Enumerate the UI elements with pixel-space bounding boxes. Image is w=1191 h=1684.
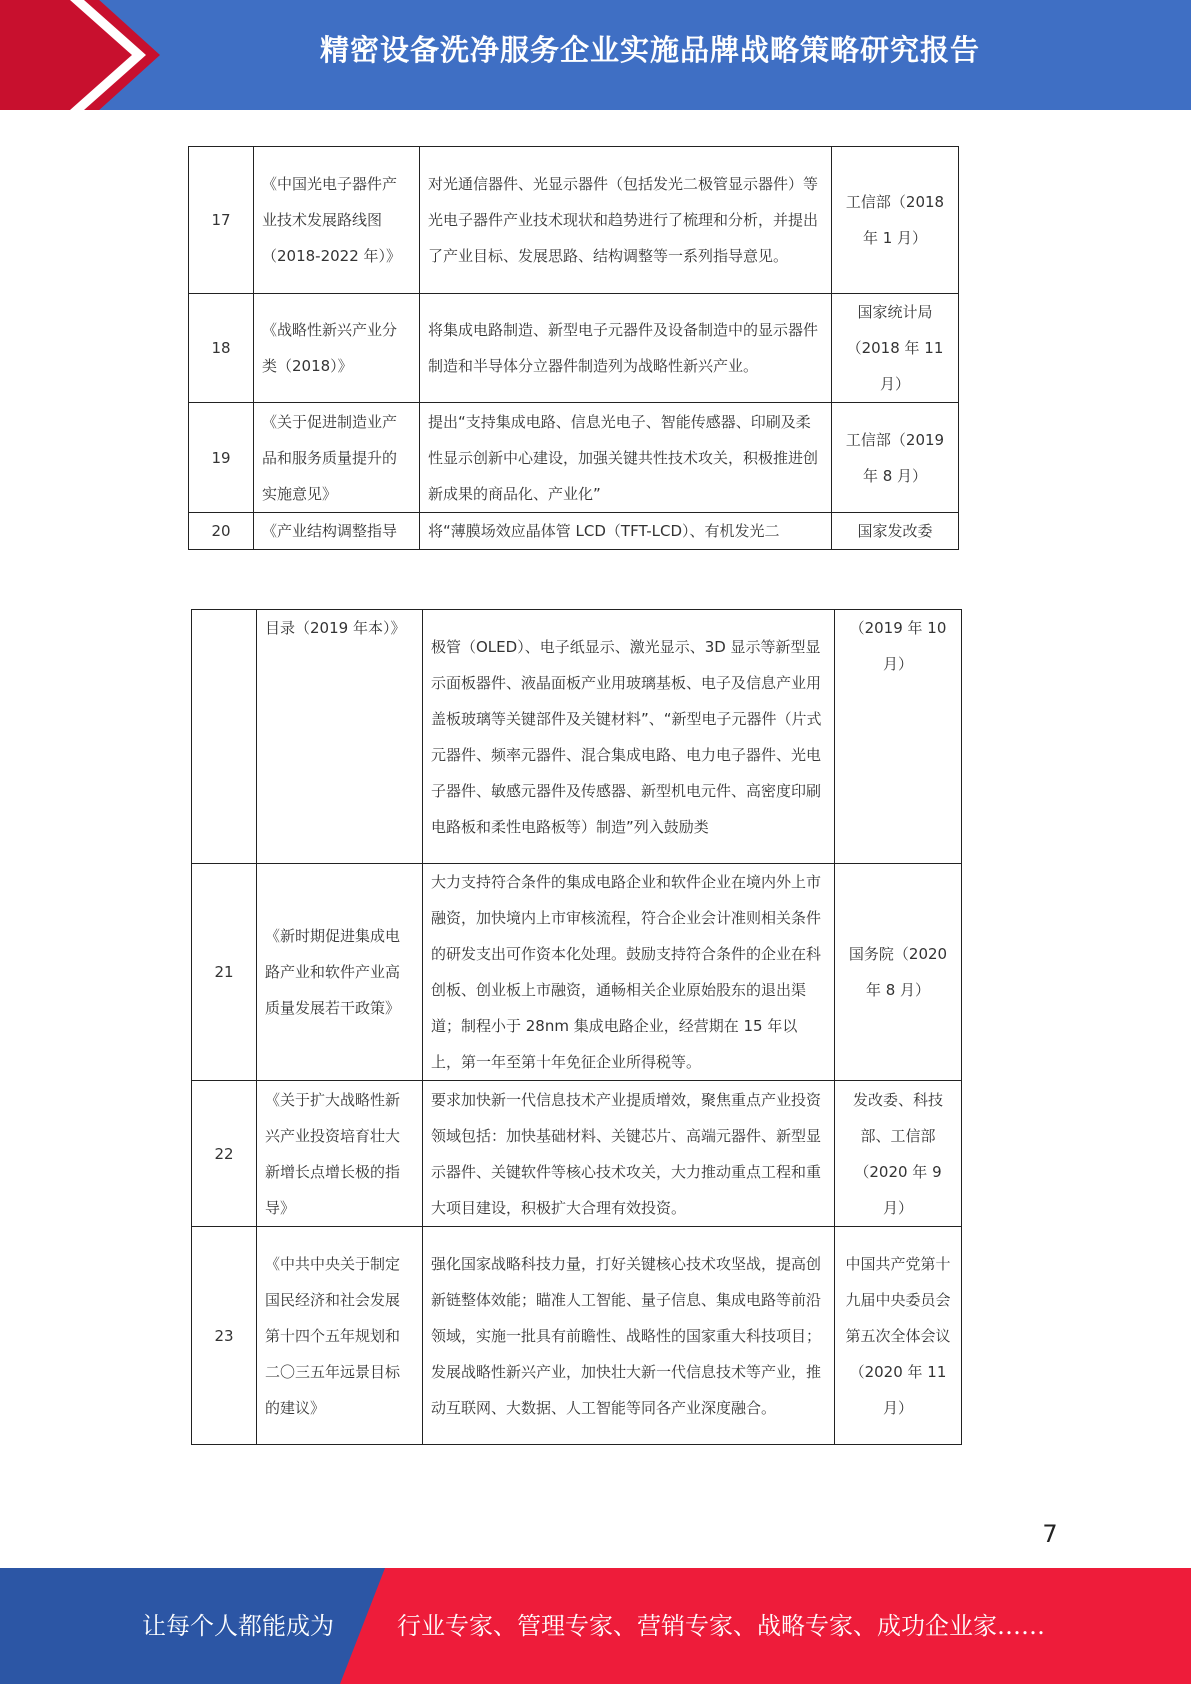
policy-name: 《关于扩大战略性新兴产业投资培育壮大新增长点增长极的指导》 xyxy=(257,1081,423,1227)
footer-slogan-right: 行业专家、管理专家、营销专家、战略专家、成功企业家…… xyxy=(397,1612,1045,1640)
row-number: 21 xyxy=(192,864,257,1081)
policy-table-bottom xyxy=(191,609,962,1445)
issuing-body: （2019 年 10 月） xyxy=(835,610,962,864)
table-row xyxy=(192,1227,962,1445)
issuing-body: 国家统计局（2018 年 11 月） xyxy=(832,294,959,403)
policy-name: 《战略性新兴产业分类（2018）》 xyxy=(254,294,420,403)
policy-name: 《中共中央关于制定国民经济和社会发展第十四个五年规划和二〇三五年远景目标的建议》 xyxy=(257,1227,423,1445)
table-row xyxy=(192,1081,962,1227)
issuing-body: 国务院（2020 年 8 月） xyxy=(835,864,962,1081)
issuing-body: 工信部（2019 年 8 月） xyxy=(832,403,959,513)
issuing-body: 中国共产党第十九届中央委员会第五次全体会议（2020 年 11 月） xyxy=(835,1227,962,1445)
policy-content: 大力支持符合条件的集成电路企业和软件企业在境内外上市融资，加快境内上市审核流程，符合企业会计准则相关条件的研发支出可作资本化处理。鼓励支持符合条件的企业在科创板、创业板上市融资，通畅相关企业原始股东的退出渠道；制程小于 28nm 集成电路企业，经营期在 15 年以上，第一年至第十年免征企业所得税等。 xyxy=(423,864,835,1081)
policy-name: 目录（2019 年本）》 xyxy=(257,610,423,864)
report-title: 精密设备洗净服务企业实施品牌战略策略研究报告 xyxy=(319,33,980,67)
policy-name: 《产业结构调整指导 xyxy=(254,513,420,550)
footer-slogan-left: 让每个人都能成为 xyxy=(142,1612,334,1640)
row-number: 22 xyxy=(192,1081,257,1227)
table-row xyxy=(189,147,959,294)
row-number: 17 xyxy=(189,147,254,294)
policy-name: 《新时期促进集成电路产业和软件产业高质量发展若干政策》 xyxy=(257,864,423,1081)
policy-content: 提出“支持集成电路、信息光电子、智能传感器、印刷及柔性显示创新中心建设，加强关键共性技术攻关，积极推进创新成果的商品化、产业化” xyxy=(420,403,832,513)
table-row xyxy=(192,864,962,1081)
policy-name: 《中国光电子器件产业技术发展路线图（2018-2022 年）》 xyxy=(254,147,420,294)
issuing-body: 发改委、科技部、工信部（2020 年 9 月） xyxy=(835,1081,962,1227)
policy-content: 强化国家战略科技力量，打好关键核心技术攻坚战，提高创新链整体效能；瞄准人工智能、量子信息、集成电路等前沿领域，实施一批具有前瞻性、战略性的国家重大科技项目；发展战略性新兴产业，加快壮大新一代信息技术等产业，推动互联网、大数据、人工智能等同各产业深度融合。 xyxy=(423,1227,835,1445)
policy-name: 《关于促进制造业产品和服务质量提升的实施意见》 xyxy=(254,403,420,513)
policy-content: 将集成电路制造、新型电子元器件及设备制造中的显示器件制造和半导体分立器件制造列为战略性新兴产业。 xyxy=(420,294,832,403)
policy-content: 对光通信器件、光显示器件（包括发光二极管显示器件）等光电子器件产业技术现状和趋势进行了梳理和分析，并提出了产业目标、发展思路、结构调整等一系列指导意见。 xyxy=(420,147,832,294)
page-header xyxy=(0,0,1191,110)
row-number: 23 xyxy=(192,1227,257,1445)
row-number: 18 xyxy=(189,294,254,403)
table-row xyxy=(189,513,959,550)
row-number xyxy=(192,610,257,864)
table-row xyxy=(192,610,962,864)
policy-content: 将“薄膜场效应晶体管 LCD（TFT-LCD）、有机发光二 xyxy=(420,513,832,550)
row-number: 20 xyxy=(189,513,254,550)
issuing-body: 工信部（2018 年 1 月） xyxy=(832,147,959,294)
policy-content: 要求加快新一代信息技术产业提质增效，聚焦重点产业投资领域包括：加快基础材料、关键芯片、高端元器件、新型显示器件、关键软件等核心技术攻关，大力推动重点工程和重大项目建设，积极扩大合理有效投资。 xyxy=(423,1081,835,1227)
policy-content: 极管（OLED）、电子纸显示、激光显示、3D 显示等新型显示面板器件、液晶面板产业用玻璃基板、电子及信息产业用盖板玻璃等关键部件及关键材料”、“新型电子元器件（片式元器件、频率元器件、混合集成电路、电力电子器件、光电子器件、敏感元器件及传感器、新型机电元件、高密度印刷电路板和柔性电路板等）制造”列入鼓励类 xyxy=(423,610,835,864)
page-number: 7 xyxy=(1042,1520,1058,1548)
table-row xyxy=(189,294,959,403)
row-number: 19 xyxy=(189,403,254,513)
page-footer xyxy=(0,1568,1191,1684)
policy-table-top xyxy=(188,146,959,550)
table-row xyxy=(189,403,959,513)
issuing-body: 国家发改委 xyxy=(832,513,959,550)
